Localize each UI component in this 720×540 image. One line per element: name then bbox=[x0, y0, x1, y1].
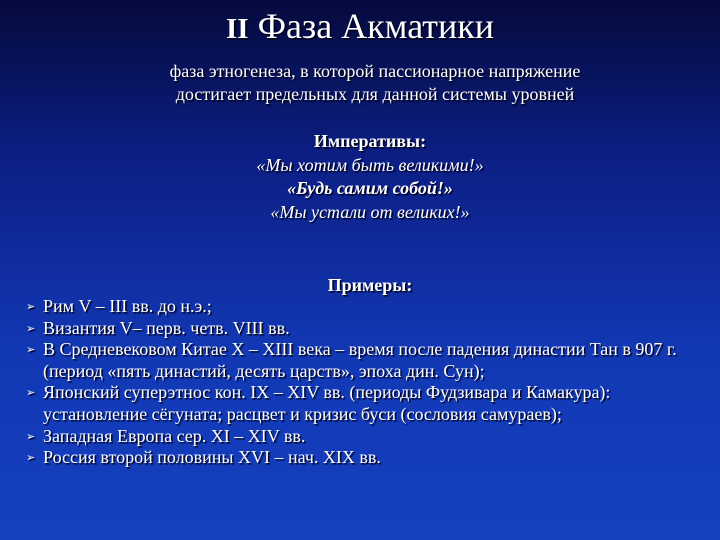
definition-line-2: достигает предельных для данной системы уровней bbox=[175, 84, 575, 104]
example-text: В Средневековом Китае X – XIII века – время после падения династии Тан в 907 г. (период «пять династий, десять царств», эпоха дин. Сун); bbox=[43, 339, 677, 381]
imperative-3: «Мы устали от великих!» bbox=[270, 201, 470, 222]
example-text: Россия второй половины XVI – нач. XIX вв. bbox=[43, 447, 381, 468]
arrow-bullet-icon: ➢ bbox=[26, 386, 36, 400]
example-text: Византия V– перв. четв. VIII вв. bbox=[43, 317, 290, 338]
imperative-1: «Мы хотим быть великими!» bbox=[256, 154, 484, 175]
example-item bbox=[26, 296, 710, 318]
arrow-bullet-icon: ➢ bbox=[26, 321, 36, 335]
phase-name: Фаза Акматики bbox=[257, 6, 495, 46]
examples-list bbox=[26, 296, 710, 469]
arrow-bullet-icon: ➢ bbox=[26, 300, 36, 313]
phase-numeral: II bbox=[225, 13, 249, 45]
slide-title bbox=[0, 6, 720, 49]
examples-heading: Примеры: bbox=[327, 275, 413, 295]
imperative-2: «Будь самим собой!» bbox=[287, 178, 453, 198]
example-text: Японский суперэтнос кон. IX – XIV вв. (периоды Фудзивара и Камакура): установление сёгуната; расцвет и кризис буси (сословия самураев); bbox=[43, 382, 611, 424]
arrow-bullet-icon: ➢ bbox=[26, 429, 36, 443]
arrow-bullet-icon: ➢ bbox=[26, 343, 36, 357]
imperatives-heading: Императивы: bbox=[313, 131, 427, 151]
example-item bbox=[26, 447, 710, 469]
example-item bbox=[26, 318, 710, 340]
example-text: Западная Европа сер. XI – XIV вв. bbox=[43, 425, 306, 446]
example-item bbox=[26, 426, 710, 448]
example-item bbox=[26, 339, 710, 382]
definition-line-1: фаза этногенеза, в которой пассионарное напряжение bbox=[169, 61, 581, 81]
imperatives-block bbox=[0, 130, 720, 224]
arrow-bullet-icon: ➢ bbox=[26, 451, 36, 465]
phase-definition bbox=[140, 60, 610, 106]
example-text: Рим V – III вв. до н.э.; bbox=[43, 296, 212, 316]
example-item bbox=[26, 382, 710, 425]
